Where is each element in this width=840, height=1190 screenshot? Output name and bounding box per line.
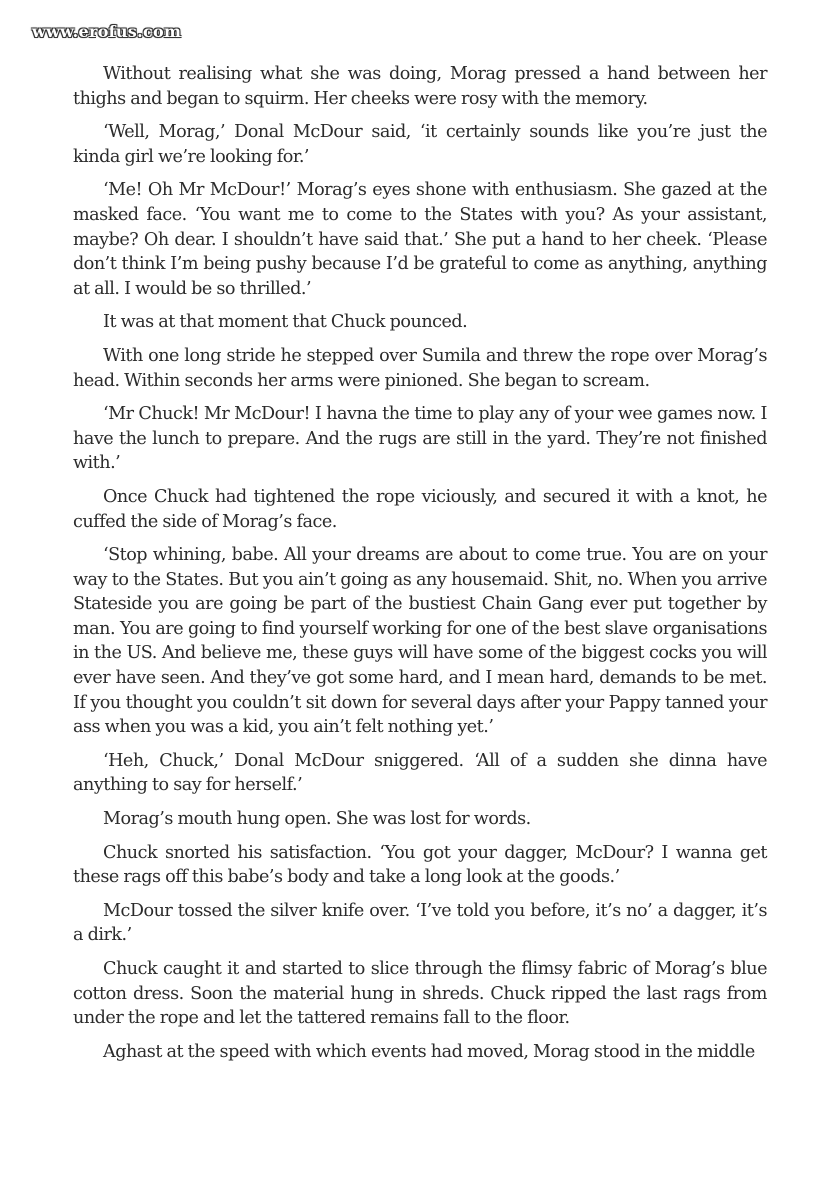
paragraph: It was at that moment that Chuck pounced.	[103, 312, 468, 333]
paragraph: Chuck snorted his satisfaction. ‘You got your dagger, McDour? I wanna get these rags off this babe’s body and take a long look at the goods.’	[73, 842, 767, 888]
paragraph: Without realising what she was doing, Morag pressed a hand between her thighs and began to squirm. Her cheeks were rosy with the memory.	[73, 64, 767, 109]
paragraph: ‘Stop whining, babe. All your dreams are about to come true. You are on your way to the States. But you ain’t going as any housemaid. Shit, no. When you arrive Stateside you are going be part of the bustiest Chain Gang ever put together by man. You are going to find yourself working for one of the best slave organisations in the US. And believe me, these guys will have some of the biggest cocks you will ever have seen. And they’ve got some hard, and I mean hard, demands to be met. If you thought you couldn’t sit down for several days after your Pappy tanned your ass when you was a kid, you ain’t felt nothing yet.’	[73, 545, 767, 738]
watermark: www.erofus.com	[32, 22, 182, 41]
paragraph: Morag’s mouth hung open. She was lost for words.	[103, 809, 531, 830]
paragraph: Once Chuck had tightened the rope viciously, and secured it with a knot, he cuffed the side of Morag’s face.	[73, 486, 767, 532]
page-body	[73, 62, 767, 1073]
paragraph: With one long stride he stepped over Sumila and threw the rope over Morag’s head. Within seconds her arms were pinioned. She began to scream.	[73, 345, 767, 391]
paragraph: Aghast at the speed with which events had moved, Morag stood in the middle	[103, 1041, 755, 1062]
paragraph: McDour tossed the silver knife over. ‘I’ve told you before, it’s no’ a dagger, it’s a dirk.’	[73, 900, 767, 946]
paragraph: Chuck caught it and started to slice through the flimsy fabric of Morag’s blue cotton dress. Soon the material hung in shreds. Chuck ripped the last rags from under the rope and let the tattered remains fall to the floor.	[73, 959, 767, 1029]
paragraph: ‘Me! Oh Mr McDour!’ Morag’s eyes shone with enthusiasm. She gazed at the masked face. ‘You want me to come to the States with you? As your assistant, maybe? Oh dear. I shouldn’t have said that.’ She put a hand to her cheek. ‘Please don’t think I’m being pushy because I’d be grateful to come as anything, anything at all. I would be so thrilled.’	[73, 180, 767, 299]
paragraph: ‘Heh, Chuck,’ Donal McDour sniggered. ‘All of a sudden she dinna have anything to say for herself.’	[73, 750, 767, 796]
paragraph: ‘Mr Chuck! Mr McDour! I havna the time to play any of your wee games now. I have the lunch to prepare. And the rugs are still in the yard. They’re not finished with.’	[73, 404, 767, 474]
paragraph: ‘Well, Morag,’ Donal McDour said, ‘it certainly sounds like you’re just the kinda girl we’re looking for.’	[73, 122, 767, 167]
